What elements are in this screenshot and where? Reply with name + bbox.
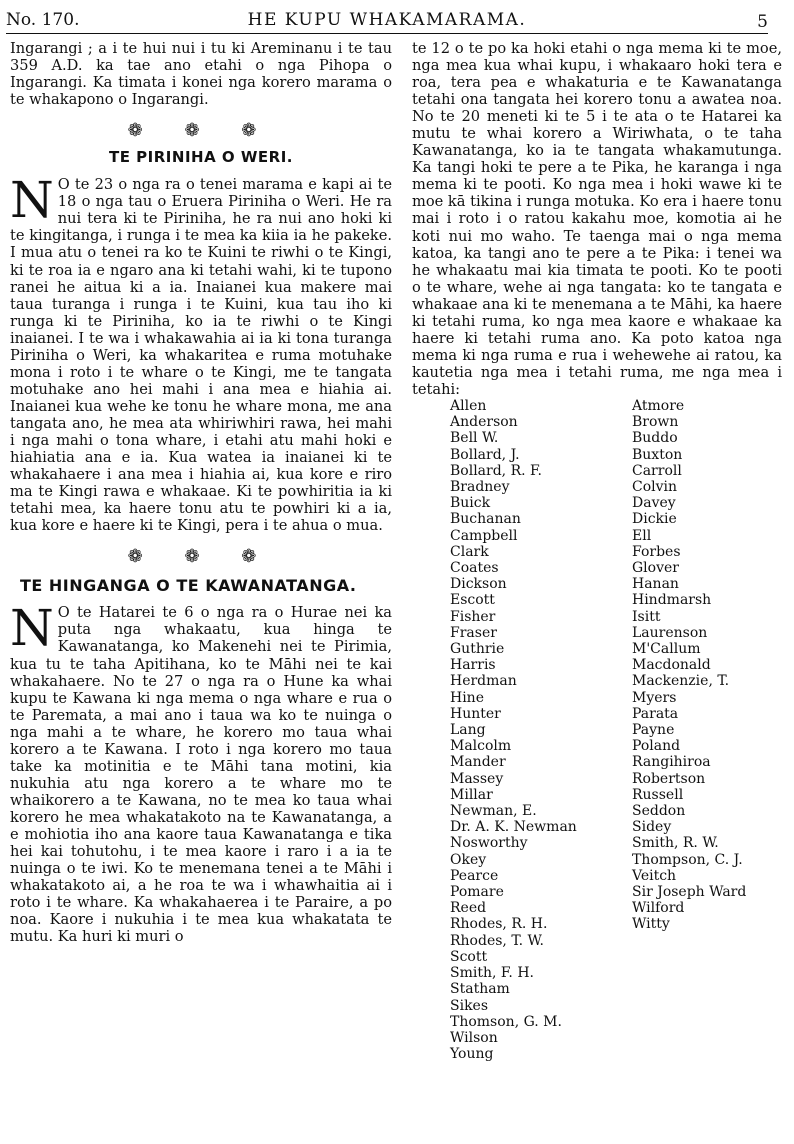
article-heading-piriniha: TE PIRINIHA O WERI. [108,148,294,167]
member-name: Mander [450,754,506,771]
member-name: Hine [450,689,484,706]
member-name: Pomare [450,884,504,901]
article-heading-kawanatanga: TE HINGANGA O TE KAWANATANGA. [20,576,357,596]
member-name: Clark [450,543,489,560]
member-name: Dickie [632,511,677,528]
member-name: Nosworthy [450,835,528,852]
member-name: Payne [632,722,675,739]
header-rule [6,33,768,34]
member-name: Dickson [450,576,507,593]
member-name: Allen [450,397,487,414]
member-name: Myers [632,689,677,706]
member-name: Poland [632,738,681,755]
member-name: Rangihiroa [632,754,711,771]
member-name: Bollard, J. [450,446,520,463]
member-name: Bollard, R. F. [450,462,542,479]
vote-lists [450,398,782,1062]
member-name: Escott [450,592,495,609]
member-name: Reed [450,900,487,917]
member-name: Newman, E. [450,803,537,820]
member-name: Robertson [632,770,706,787]
member-name: Pearce [450,867,499,884]
member-name: Fraser [450,624,497,641]
member-name: Rhodes, T. W. [450,932,544,949]
member-name: Buchanan [450,511,521,528]
member-name: Scott [450,948,488,965]
member-name: Carroll [632,462,682,479]
member-name: Mackenzie, T. [632,673,730,690]
ornament-divider: ❁ ❁ ❁ [127,120,275,142]
ornament-divider: ❁ ❁ ❁ [127,546,275,568]
member-name: Massey [450,770,504,787]
member-name: Thompson, C. J. [632,851,743,868]
member-name: Sidey [632,819,672,836]
member-name: Smith, R. W. [632,835,719,852]
article-body-kawanatanga [10,599,392,946]
member-name: Thomson, G. M. [450,1013,562,1030]
page-header [6,6,768,34]
article-continuation: te 12 o te po ka hoki etahi o nga mema ki te moe, nga mea kua whai kupu, i whakaaro hoki tera e roa, tera pea e whakaturia e te Kawanatanga tetahi ona tangata hei korero tonu a awatea noa. No te 20 meneti ki te 5 i te ata o te Hatarei ka mutu te whai korero a Wiriwhata, o te taha Kawanatanga, ko ia te tangata whakamutunga. Ka tangi hoki te pere a te Pika, he karanga i nga mema ki te pooti. Ko nga mea i hoki wawe ki te moe kā tikina i runga motuka. Ko era i haere tonu mai i roto i o ratou kakahu moe, komotia ai he koti nui mo waho. Te taenga mai o nga mema katoa, ka tangi ano te pere a te Pika: i tenei wa he whakaatu mai kia timata te pooti. Ko te pooti o te whare, wehe ai nga tangata: ko te tangata e whakaae ana ki te menemana a te Māhi, ka haere ki tetahi ruma, ko nga mea kaore e whakaae ka haere ki tetahi ruma ano. Ka poto katoa nga mema ki nga ruma e rua i wehewehe ai ratou, ka kautetia nga mea i tetahi ruma, me nga mea i tetahi: [412,40,782,398]
member-name: Buddo [632,430,678,447]
member-name: Wilson [450,1029,498,1046]
member-name: Forbes [632,543,681,560]
member-name: Witty [632,916,670,933]
left-column [10,40,392,945]
member-name: Buick [450,495,491,512]
article-body-piriniha [10,171,392,535]
member-name: Fisher [450,608,496,625]
member-name: Malcolm [450,738,512,755]
drop-cap: N [10,171,54,230]
member-name: Sikes [450,997,489,1014]
member-name: Wilford [632,900,685,917]
member-name: Anderson [450,414,518,431]
member-name: Colvin [632,479,678,495]
member-name: Veitch [632,867,677,884]
member-name: Glover [632,560,679,577]
member-name: Coates [450,560,499,577]
member-name: Herdman [450,673,517,690]
member-name: Atmore [632,397,685,414]
member-name: Lang [450,722,486,739]
member-name: Laurenson [632,624,708,641]
member-name: Parata [632,705,679,722]
member-name: Hunter [450,705,501,722]
member-name: Rhodes, R. H. [450,916,548,933]
member-name: Okey [450,851,487,868]
member-name: Buxton [632,446,683,463]
member-name: Davey [632,495,676,512]
member-name: Ell [632,527,652,544]
member-name: Sir Joseph Ward [632,884,747,901]
issue-number: No. 170. [6,10,80,30]
drop-cap: N [10,599,54,658]
member-name: M'Callum [632,641,701,658]
member-name: Harris [450,657,496,674]
member-name: Brown [632,414,679,431]
member-name: Russell [632,786,684,803]
article-text: O te Hatarei te 6 o nga ra o Hurae nei ka puta nga whakaatu, kua hinga te Kawanatanga, ko Makenehi nei te Pirimia, kua tu te taha Apitihana, ko te Māhi nei te kai whakahaere. No te 27 o nga ra o Hune ka whai kupu te Kawana ki nga mema o nga whare e rua o te Paremata, a mai ano i taua wa ko te nuinga o nga mahi a te whare, he korero mo taua whai korero a te Kawana. I roto i nga korero mo taua take ka motinitia e te Māhi tana motini, kia nukuhia atu nga korero a te whare mo te whaikorero a te Kawana, no te mea ko taua whai korero he mea whakatakoto na te Kawanatanga, a e mohiotia iho ana kaore taua Kawanatanga e tika hei kai tohutohu, i te mea kaore i raro i a ia te nuinga o te iwi. Ko te menemana tenei a te Māhi i whakatakoto ai, a he roa te wa i whawhaitia ai i roto i te whare. Ka whakahaerea i te Paraire, a po noa. Kaore i nukuhia i te mea kua whakatata te mutu. Ka huri ki muri o [10,604,392,946]
member-name: Dr. A. K. Newman [450,819,577,836]
member-name: Bradney [450,479,510,495]
member-name: Hindmarsh [632,592,712,609]
member-name: Campbell [450,527,518,544]
member-name: Young [450,1046,494,1063]
member-name: Seddon [632,803,686,820]
article-text: O te 23 o nga ra o tenei marama e kapi ai te 18 o nga tau o Eruera Piriniha o Weri. He ra nui tera ki te Piriniha, he ra nui ano hoki ki te kingitanga, i runga i te mea ka kiia ia he pakeke. I mua atu o tenei ra ko te Kuini te riwhi o te Kingi, ki te roa ia e ngaro ana ki tetahi wahi, ki te tupono ranei he aitua ki a ia. Inaianei kua makere mai taua turanga i runga i te Kuini, kua tau iho ki runga ki te Piriniha, ko ia te riwhi o te Kingi inaianei. I te wa i whakawahia ai ia ki tona turanga Piriniha o Weri, ka whakaritea e ruma motuhake mona i roto i te whare o te Kingi, me te tangata motuhake ano hei mahi i ana mea e hiahia ai. Inaianei kua wehe ke tonu he whare mona, me ana tangata ano, he mea ata whiriwhiri rawa, hei mahi i nga mahi o tona whare, i etahi atu mahi hoki e hiahiatia ana e ia. Kua watea ia inaianei ki te whakahaere i ana mea i hiahia ai, kua kore e riro ma te Kingi rawa e whakaae. Ki te powhiritia ia ki tetahi mea, ka haere tonu atu te powhiri ki a ia, kua kore e haere ki te Kingi, pera i te ahua o mua. [10,176,392,535]
member-name: Macdonald [632,657,711,674]
member-name: Statham [450,981,510,998]
member-name: Smith, F. H. [450,965,534,982]
right-column [412,40,782,1062]
noes-list [632,398,746,1062]
page-number: 5 [757,12,768,32]
newspaper-title: HE KUPU WHAKAMARAMA. [247,10,527,30]
intro-paragraph: Ingarangi ; a i te hui nui i tu ki Areminanu i te tau 359 A.D. ka tae ano etahi o nga Pihopa o Ingarangi. Ka timata i konei nga korero marama o te whakapono o Ingarangi. [10,40,392,109]
ayes-list [450,398,632,1062]
member-name: Isitt [632,608,661,625]
member-name: Bell W. [450,430,499,447]
member-name: Guthrie [450,641,505,658]
member-name: Millar [450,786,493,803]
member-name: Hanan [632,576,679,593]
